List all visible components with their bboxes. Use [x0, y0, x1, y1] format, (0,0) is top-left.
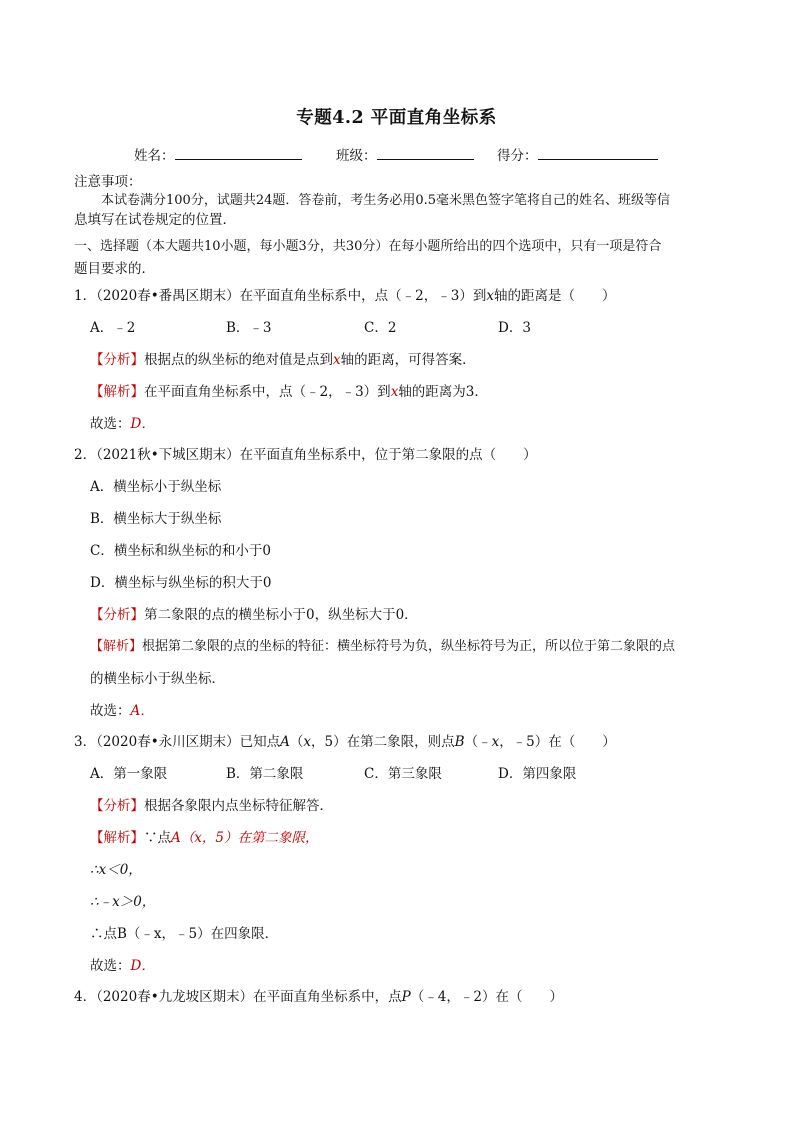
q3-solution-1b: A（x，5）在第二象限，: [171, 830, 319, 846]
section-heading-line-2: 题目要求的．: [74, 261, 155, 277]
score-field: [497, 145, 658, 165]
notice-heading: 注意事项：: [74, 174, 142, 190]
q3-analysis-tag: 【分析】: [90, 798, 144, 814]
q3-stem-c: ，5）在第二象限，则点: [311, 734, 455, 750]
q3-stem: [74, 733, 616, 751]
section-heading-line-1: 一、选择题（本大题共10小题，每小题3分，共30分）在每小题所给出的四个选项中，只有一项是符合: [74, 239, 662, 254]
q1-option-b: B．﹣3: [226, 320, 272, 336]
q3-stem-d: （﹣: [464, 734, 492, 750]
q1-stem-tail: 轴的距离是（ ）: [493, 288, 616, 304]
class-blank: [377, 145, 474, 160]
q2-analysis: [90, 606, 418, 624]
q1-solution: [90, 383, 488, 401]
name-field: [134, 145, 302, 165]
q2-answer-label: 故选：: [90, 703, 131, 719]
name-blank: [175, 145, 302, 160]
class-label: 班级：: [336, 148, 377, 164]
q2-option-b: B．横坐标大于纵坐标: [90, 511, 222, 527]
page-title: 专题4.2 平面直角坐标系: [296, 108, 497, 128]
notice-line-1: 本试卷满分100分，试题共24题．答卷前，考生务必用0.5毫米黑色签字笔将自己的姓名、班级等信: [101, 193, 671, 208]
q2-solution-tag: 【解析】: [90, 639, 143, 654]
q3-analysis-text: 根据各象限内点坐标特征解答．: [144, 798, 333, 814]
notice-line-2: 息填写在试卷规定的位置．: [74, 212, 236, 228]
q3-stem-point-a: A: [280, 734, 290, 750]
q1-stem: [74, 287, 615, 305]
q2-option-c: C．横坐标和纵坐标的和小于0: [90, 543, 271, 559]
class-field: [336, 145, 474, 165]
q3-solution-line-3: ∴﹣x＞0，: [90, 894, 156, 910]
score-label: 得分：: [497, 148, 538, 164]
q4-stem-a: 4．（2020春•九龙坡区期末）在平面直角坐标系中，点: [74, 989, 402, 1005]
q1-solution-text-b: 轴的距离为3．: [398, 384, 488, 400]
q2-analysis-tag: 【分析】: [90, 607, 144, 623]
q3-stem-x: x: [303, 734, 312, 750]
q3-stem-x2: x: [491, 734, 500, 750]
q1-option-d: D．3: [498, 320, 531, 336]
q1-answer-label: 故选：: [90, 416, 131, 432]
q3-option-c: C．第三象限: [364, 766, 442, 782]
q3-option-b: B．第二象限: [226, 766, 304, 782]
q1-solution-text-a: 在平面直角坐标系中，点（﹣2，﹣3）到: [144, 384, 391, 400]
q3-solution-line-4: ∴点B（﹣x，﹣5）在四象限．: [90, 926, 279, 942]
q4-stem-point-p: P: [401, 989, 411, 1005]
name-label: 姓名：: [134, 148, 175, 164]
q1-solution-tag: 【解析】: [90, 384, 144, 400]
q1-analysis-var: x: [333, 352, 341, 368]
q1-stem-text: 1．（2020春•番禺区期末）在平面直角坐标系中，点（﹣2，﹣3）到: [74, 288, 487, 304]
q3-stem-point-b: B: [454, 734, 465, 750]
q2-solution-line-1: [90, 638, 675, 656]
q3-answer: [90, 957, 155, 975]
q2-solution-line-2: 的横坐标小于纵坐标．: [90, 671, 225, 687]
q4-stem-b: （﹣4，﹣2）在（ ）: [410, 989, 563, 1005]
q1-answer: [90, 415, 155, 433]
q2-option-d: D．横坐标与纵坐标的积大于0: [90, 575, 272, 591]
score-blank: [538, 145, 658, 160]
q3-solution-line-2: ∴x＜0，: [90, 862, 142, 878]
q2-solution-text-1: 根据第二象限的点的坐标的特征：横坐标符号为负，纵坐标符号为正，所以位于第二象限的点: [142, 639, 676, 654]
q1-analysis: [90, 351, 476, 369]
q3-option-a: A．第一象限: [90, 766, 168, 782]
q1-answer-value: D．: [130, 416, 155, 432]
q3-stem-a: 3．（2020春•永川区期末）已知点: [74, 734, 281, 750]
q3-stem-e: ，﹣5）在（ ）: [499, 734, 616, 750]
q2-answer: [90, 702, 154, 720]
q1-option-a: A．﹣2: [90, 320, 136, 336]
q2-answer-value: A．: [130, 703, 154, 719]
q4-stem: [74, 988, 563, 1006]
q3-answer-label: 故选：: [90, 958, 131, 974]
q1-analysis-text-a: 根据点的纵坐标的绝对值是点到: [144, 352, 333, 368]
q3-stem-b: （: [289, 734, 304, 750]
q3-solution-line-1: [90, 829, 318, 847]
q3-option-d: D．第四象限: [498, 766, 577, 782]
q2-option-a: A．横坐标小于纵坐标: [90, 479, 222, 495]
q3-solution-1a: ∵点: [144, 830, 171, 846]
q3-answer-value: D．: [130, 958, 155, 974]
q1-analysis-tag: 【分析】: [90, 352, 144, 368]
q2-stem: 2．（2021秋•下城区期末）在平面直角坐标系中，位于第二象限的点（ ）: [74, 447, 537, 463]
q3-solution-tag: 【解析】: [90, 830, 144, 846]
q3-analysis: [90, 797, 333, 815]
q2-analysis-text: 第二象限的点的横坐标小于0，纵坐标大于0．: [144, 607, 418, 623]
q1-solution-var: x: [390, 384, 399, 400]
q1-option-c: C．2: [364, 320, 397, 336]
q1-analysis-text-b: 轴的距离，可得答案．: [340, 352, 476, 368]
q1-stem-var: x: [486, 288, 494, 304]
